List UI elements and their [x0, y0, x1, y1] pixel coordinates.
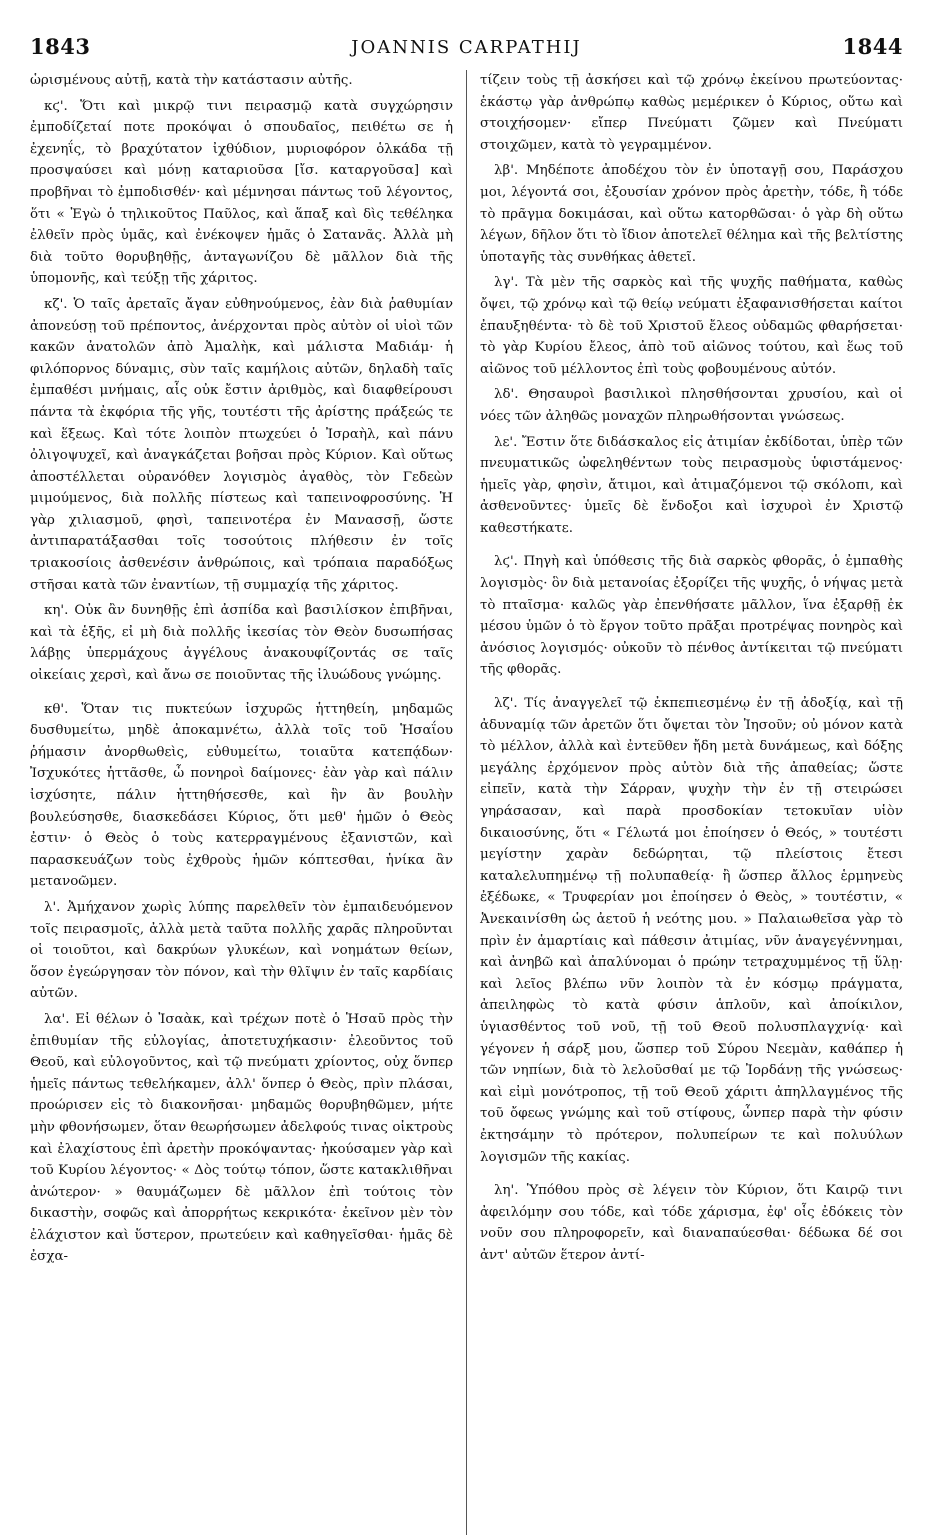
- paragraph: κζ'. Ὁ ταῖς ἀρεταῖς ἄγαν εὐθηνούμενος, ἐὰν διὰ ῥαθυμίαν ἀπονεύσῃ τοῦ πρέποντος, ἀνέρχονται πρὸς αὐτὸν οἱ υἱοὶ τῶν κακῶν ἀνατολῶν ἀπὸ Ἀμαλὴκ, καὶ μάλιστα Μαδιάμ· ἡ φιλόπορνος δύναμις, σὺν ταῖς καμήλοις αὐτῶν, δηλαδὴ ταῖς ἐμπαθέσι μνήμαις, αἷς οὐκ ἔστιν ἀριθμὸς, καὶ διαφθείρουσι πάντα τὰ ἐκφόρια τῆς γῆς, τουτέστι τῆς ἀρίστης πράξεώς τε καὶ ἕξεως. Καὶ τότε λοιπὸν πτωχεύει ὁ Ἰσραὴλ, καὶ πάνυ ὀλιγοψυχεῖ, καὶ ἀναγκάζεται βοῆσαι πρὸς Κύριον. Καὶ οὕτως ἀποστέλλεται οὐρανόθεν λογισμὸς ἀγαθὸς, τὸν Γεδεὼν μιμούμενος, διὰ πολλῆς πίστεως καὶ ταπεινοφροσύνης. Ἡ γὰρ χιλιασμοῦ, φησὶ, ταπεινοτέρα ἐν Μανασσῇ, ὥστε ἀντιπαρατάξασθαι τοῖς τοσούτοις πλήθεσιν ἐν τοῖς τριακοσίοις ἀσθενέσιν ἀνθρώποις, καὶ τρόπαια παραδόξως στῆσαι κατὰ τῶν ἐναντίων, τῇ συμμαχίᾳ τῆς χάριτος.: [30, 296, 453, 593]
- paragraph: λβ'. Μηδέποτε ἀποδέχου τὸν ἐν ὑποταγῇ σου, Παράσχου μοι, λέγοντά σοι, ἐξουσίαν χρόνον πρὸς ἀρετὴν, τόδε, ἢ τόδε τὸ πρᾶγμα δοκιμάσαι, καὶ οὕτω κατορθῶσαι· ὁ γὰρ δὴ οὕτω λέγων, δῆλον ὅτι τὸ ἴδιον ἀποτελεῖ θέλημα καὶ τῆς βελτίστης ὑποταγῆς τὰς συνθήκας ἀθετεῖ.: [480, 163, 903, 265]
- running-title: JOANNIS CARPATHIJ: [351, 37, 582, 58]
- paragraph: κη'. Οὐκ ἂν δυνηθῇς ἐπὶ ἀσπίδα καὶ βασιλίσκον ἐπιβῆναι, καὶ τὰ ἑξῆς, εἰ μὴ διὰ πολλῆς ἱκεσίας τὸν Θεὸν δυσωπήσας λάβῃς ὑπερμάχους ἀγγέλους ἀνακουφίζοντάς σε ταῖς οἰκείαις χερσὶ, καὶ ἄνω σε ποιοῦντας τῆς ἰλυώδους γνώμης.: [30, 603, 453, 684]
- paragraph: λη'. Ὑπόθου πρὸς σὲ λέγειν τὸν Κύριον, ὅτι Καιρῷ τινι ἀφειλόμην σου τόδε, καὶ τόδε χάρισμα, ἐφ' οἷς ἐδόκεις τὸν νοῦν σου πληροφορεῖν, καὶ διαναπαύεσθαι· δέδωκα δέ σοι ἀντ' αὐτῶν ἕτερον ἀντί-: [480, 1183, 903, 1263]
- page-number-left: 1843: [30, 34, 91, 59]
- page-number-right: 1844: [842, 34, 903, 59]
- paragraph: κθ'. Ὅταν τις πυκτεύων ἰσχυρῶς ἡττηθείη, μηδαμῶς δυσθυμείτω, μηδὲ ἀποκαμνέτω, ἀλλὰ τοῖς τοῦ Ἡσαΐου ῥήμασιν ἀνορθωθεὶς, εὐθυμείτω, τοιαῦτα κατεπᾴδων· Ἰσχυκότες ἡττᾶσθε, ὦ πονηροὶ δαίμονες· ἐὰν γὰρ καὶ πάλιν ἰσχύσητε, πάλιν ἡττηθήσεσθε, καὶ ἣν ἂν βουλὴν βουλεύσησθε, διασκεδάσει Κύριος, ὅτι μεθ' ἡμῶν ὁ Θεὸς ἐστιν· ὁ Θεὸς ὁ τοὺς κατερραγμένους ἐξανιστῶν, καὶ παρασκευάζων τοὺς ἐχθροὺς ἡμῶν κόπτεσθαι, ἡνίκα ἂν μετανοῶμεν.: [30, 701, 453, 890]
- paragraph: λζ'. Τίς ἀναγγελεῖ τῷ ἐκπεπιεσμένῳ ἐν τῇ ἀδοξίᾳ, καὶ τῇ ἀδυναμίᾳ τῶν ἀρετῶν ὅτι ὄψεται τὸν Ἰησοῦν; οὐ μόνον κατὰ τὸ μέλλον, ἀλλὰ καὶ ἐντεῦθεν ἤδη μετὰ δυνάμεως, καὶ δόξης μεγάλης ἐρχόμενον πρὸς αὐτὸν διὰ τῆς ἀπαθείας; ὥστε εἰπεῖν, κατὰ τὴν Σάρραν, ψυχὴν τὴν ἐν τῇ στειρώσει γηράσασαν, καὶ παρὰ προσδοκίαν τετοκυῖαν υἱὸν δικαιοσύνης, ὅτι « Γέλωτά μοι ἐποίησεν ὁ Θεός, » τουτέστι μεγίστην χαρὰν δεδώρηται, τῷ πλείστοις ἔτεσι καταλελυπημένῳ τῇ πολυπαθείᾳ· ἢ ὥσπερ ἄλλος ἑρμηνεὺς ἐξέδωκε, « Τρυφερίαν μοι ἐποίησεν ὁ Θεὸς, » τουτέστιν, « Ἀνεκαινίσθη ὡς ἀετοῦ ἡ νεότης μου. » Παλαιωθεῖσα γὰρ τὸ πρὶν ἐν ἁμαρτίαις καὶ πάθεσιν ἀτιμίας, νῦν ἀναγεγέννημαι, καὶ ἀνηβῶ καὶ ἀπαλύνομαι ὁ πρώην τετραχυμμένος τῇ ὕλῃ· καὶ λεῖος βλέπω νῦν λοιπὸν τὰ ἐν κόσμῳ πράγματα, ἀπειληφὼς τὸ κατὰ φύσιν ἁπλοῦν, καὶ ἀποίκιλον, ὑγιασθέντος τοῦ νοῦ, τῇ τοῦ Θεοῦ πολυσπλαγχνίᾳ· καὶ γέγονεν ἡ σάρξ μου, ὥσπερ τοῦ Σύρου Νεεμὰν, καθάπερ ἡ τῶν νηπίων, διὰ τὸ λελοῦσθαί με τῷ Ἰορδάνῃ τῆς γνώσεως· καὶ εἰμὶ μονότροπος, τῇ τοῦ Θεοῦ χάριτι ἀπηλλαγμένος τῆς τοῦ ὄφεως γνώμης καὶ τοῦ στίφους, ὧνπερ παρὰ τὴν φύσιν ἐκτησάμην τὸ πρότερον, πολυπείρων τε καὶ πολυύλων λογισμῶν τῆς κακίας.: [480, 696, 903, 1165]
- paragraph: λγ'. Τὰ μὲν τῆς σαρκὸς καὶ τῆς ψυχῆς παθήματα, καθὼς ὄψει, τῷ χρόνῳ καὶ τῷ θείῳ νεύματι ἐξαφανισθήσεται καίτοι ἐπαυξηθέντα· τὸ δὲ τοῦ Χριστοῦ ἔλεος οὐδαμῶς φθαρήσεται· τὸ γὰρ Κυρίου ἔλεος, ἀπὸ τοῦ αἰῶνος τούτου, καὶ ἕως τοῦ αἰῶνος τοῦ μέλλοντος ἐπὶ τοὺς φοβουμένους αὐτόν.: [480, 275, 903, 377]
- paragraph: ὡρισμένους αὐτῇ, κατὰ τὴν κατάστασιν αὐτῆς.: [30, 73, 353, 88]
- paragraph: τίζειν τοὺς τῇ ἀσκήσει καὶ τῷ χρόνῳ ἐκείνου πρωτεύοντας· ἑκάστῳ γὰρ ἀνθρώπῳ καθὼς μεμέρικεν ὁ Κύριος, οὕτω καὶ στοιχήσομεν· εἴπερ Πνεύματι ζῶμεν καὶ Πνεύματι στοιχῶμεν, κατὰ τὸ γεγραμμένον.: [480, 73, 903, 153]
- paragraph: λα'. Εἰ θέλων ὁ Ἰσαὰκ, καὶ τρέχων ποτὲ ὁ Ἡσαῦ πρὸς τὴν ἐπιθυμίαν τῆς εὐλογίας, ἀποτετυχήκασιν· ἐλεοῦντος τοῦ Θεοῦ, καὶ εὐλογοῦντος, καὶ τῷ πνεύματι χρίοντος, οὐχ ὅνπερ ἡμεῖς πάντως τεθελήκαμεν, ἀλλ' ὅνπερ ὁ Θεὸς, πρὶν πλάσαι, προώρισεν εἰς τὸ διακονῆσαι· μηδαμῶς θορυβηθῶμεν, μήτε μὴν φθονήσωμεν, ὅταν θεωρήσωμεν ἀδελφούς τινας οἰκτροὺς καὶ ἐλαχίστους ἐπὶ ἀρετὴν προκόψαντας· ἠκούσαμεν γὰρ καὶ τοῦ Κυρίου λέγοντος· « Δὸς τούτῳ τόπον, ὥστε κατακλιθῆναι ἀνώτερον· » θαυμάζωμεν δὲ μᾶλλον ἐπὶ τούτοις τὸν δικαστὴν, σοφῶς καὶ ἀπορρήτως κεκρικότα· ἐκεῖνον μὲν τὸν ἐλάχιστον καὶ ὕστερον, πρωτεύειν καὶ καθηγεῖσθαι· ἡμᾶς δὲ ἐσχα-: [30, 1011, 453, 1265]
- right-column: [480, 70, 903, 1270]
- paragraph: λ'. Ἀμήχανον χωρὶς λύπης παρελθεῖν τὸν ἐμπαιδευόμενον τοῖς πειρασμοῖς, ἀλλὰ μετὰ ταῦτα πολλῆς χαρᾶς πληροῦνται οἱ τοιοῦτοι, καὶ δακρύων γλυκέων, καὶ νοημάτων θείων, ὅσον ἐγεώργησαν τὸν πόνον, καὶ τὴν θλῖψιν ἐν ταῖς καρδίαις αὐτῶν.: [30, 899, 453, 1002]
- page-header: [30, 30, 903, 66]
- paragraph: λδ'. Θησαυροὶ βασιλικοὶ πλησθήσονται χρυσίου, καὶ οἱ νόες τῶν ἀληθῶς μοναχῶν πληρωθήσονται γνώσεως.: [480, 387, 903, 424]
- column-divider: [466, 70, 467, 1535]
- paragraph: κϛ'. Ὅτι καὶ μικρῷ τινι πειρασμῷ κατὰ συγχώρησιν ἐμποδίζεταί ποτε προκόψαι ὁ σπουδαῖος, πειθέτω σε ἡ ἐχενηΐς, τὸ βραχύτατον ἰχθύδιον, μυριοφόρον ὁλκάδα τῇ προσψαύσει καὶ μόνῃ καταριοῦσα [ἴσ. καταργοῦσα] καὶ προβῆναι τὸ ἐμποδισθέν· καὶ μέμνησαι πάντως τοῦ λέγοντος, ὅτι « Ἐγὼ ὁ τηλικοῦτος Παῦλος, καὶ ἅπαξ καὶ δὶς τεθέληκα ἐλθεῖν πρὸς ὑμᾶς, καὶ ἐνέκοψεν ἡμᾶς ὁ Σατανᾶς. Ἀλλὰ μὴ διὰ τοῦτο θορυβηθῇς, ἀνταγωνίζου δὲ μᾶλλον διὰ τῆς ὑπομονῆς, καὶ τεύξῃ τῆς χάριτος.: [30, 98, 453, 287]
- paragraph: λε'. Ἔστιν ὅτε διδάσκαλος εἰς ἀτιμίαν ἐκδίδοται, ὑπὲρ τῶν πνευματικῶς ὠφεληθέντων τοὺς πειρασμοὺς ὑφιστάμενος· ἡμεῖς γὰρ, φησὶν, ἄτιμοι, καὶ ἀτιμαζόμενοι τῷ σκόλοπι, καὶ ἀσθενοῦντες· ὑμεῖς δὲ ἔνδοξοι καὶ ἰσχυροὶ ἐν Χριστῷ καθεστήκατε.: [480, 434, 903, 536]
- left-column: [30, 70, 453, 1272]
- paragraph: λϛ'. Πηγὴ καὶ ὑπόθεσις τῆς διὰ σαρκὸς φθορᾶς, ὁ ἐμπαθὴς λογισμὸς· ὃν διὰ μετανοίας ἐξορίζει τῆς ψυχῆς, ὁ νήψας μετὰ τὸ πταῖσμα· καλῶς γὰρ ἐπενθήσατε μᾶλλον, ἵνα ἐξαρθῇ ἐκ μέσου ὑμῶν ὁ τὸ ἔργον τοῦτο πρᾶξαι προτρέψας πονηρὸς καὶ ἀνόσιος λογισμός· οὐκοῦν τὸ πένθος ἀντίκειται τῷ πνεύματι τῆς φθορᾶς.: [480, 554, 903, 678]
